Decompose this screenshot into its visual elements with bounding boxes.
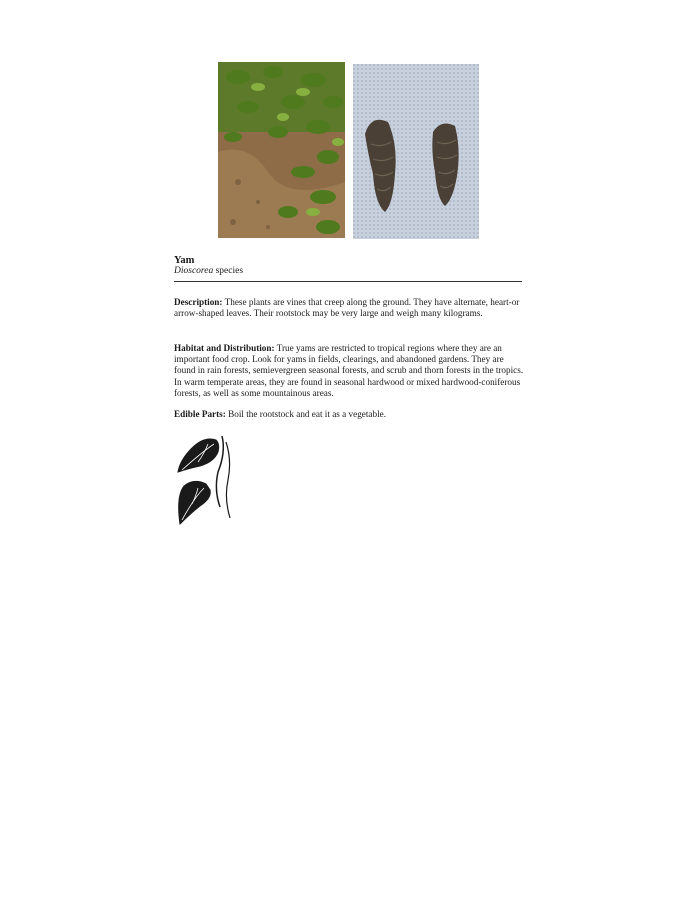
section-text: Boil the rootstock and eat it as a vegetable.: [225, 409, 387, 419]
genus-name: Dioscorea: [174, 266, 214, 276]
section-text: True yams are restricted to tropical regions where they are an important food crop. Look for yams in fields, clearings, and abandoned gardens. They are found in rain forests, semievergreen seasonal forests, and scrub and thorn forests in the tropics. In warm temperate areas, they are found in seasonal hardwood or mixed hardwood-coniferous forests, as well as some mountainous areas.: [174, 343, 524, 398]
habitat-paragraph: [174, 343, 524, 399]
yam-vine-photo: [218, 62, 345, 238]
description-paragraph: [174, 297, 524, 319]
yam-leaf-illustration: [174, 432, 236, 527]
plant-scientific-name: [174, 266, 243, 276]
divider-rule: [174, 281, 522, 282]
edible-parts-paragraph: [174, 409, 524, 420]
section-heading: Habitat and Distribution:: [174, 343, 275, 353]
section-text: These plants are vines that creep along the ground. They have alternate, heart-or arrow-shaped leaves. Their rootstock may be very large and weigh many kilograms.: [174, 297, 520, 319]
plant-common-name: Yam: [174, 255, 195, 266]
species-suffix: species: [213, 266, 244, 276]
yam-tuber-photo: [353, 64, 479, 239]
section-heading: Edible Parts:: [174, 409, 226, 419]
section-heading: Description:: [174, 297, 223, 307]
